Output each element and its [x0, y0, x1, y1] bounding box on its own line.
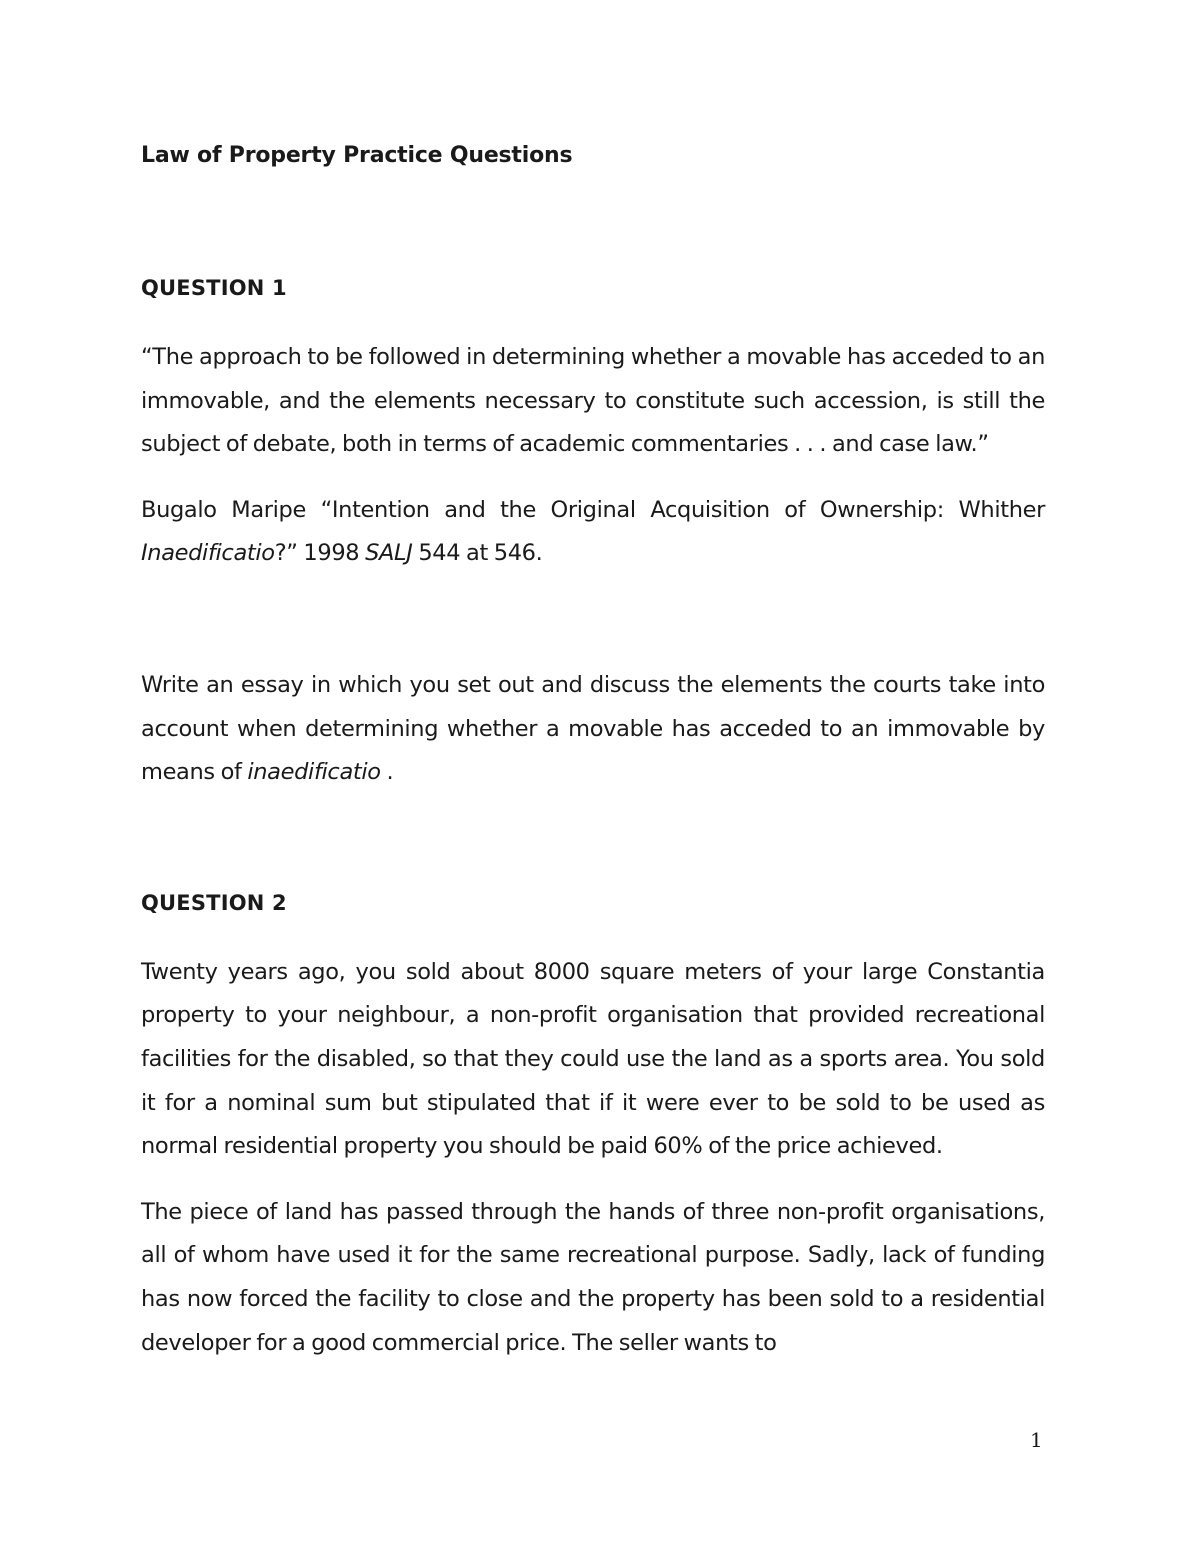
question-1-heading: QUESTION 1 [141, 276, 287, 300]
question-1-quote: “The approach to be followed in determining whether a movable has acceded to an immovable, and the elements necessary to constitute such accession, is still the subject of debate, both in terms of academic commentaries . . . and case law.” [141, 344, 1045, 458]
task-text: . [380, 759, 394, 786]
question-2-heading: QUESTION 2 [141, 890, 287, 915]
question-2-paragraph-2: The piece of land has passed through the hands of three non-profit organisations, all of whom have used it for the same recreational purpose. Sadly, lack of funding has now forced the facility to close and the property has been sold to a residential developer for a good commercial price. The seller wants to [141, 1198, 1045, 1356]
document-title: Law of Property Practice Questions [141, 143, 573, 168]
citation-text: 544 at 546. [412, 540, 543, 567]
question-2-paragraph-1: Twenty years ago, you sold about 8000 square meters of your large Constantia property to your neighbour, a non-profit organisation that provided recreational facilities for the disabled, so that they could use the land as a sports area. You sold it for a nominal sum but stipulated that if it were ever to be sold to be used as normal residential property you should be paid 60% of the price achieved. [141, 958, 1045, 1160]
page-number: 1 [1030, 1428, 1043, 1452]
question-1-citation [141, 489, 1045, 576]
task-text: Write an essay in which you set out and discuss the elements the courts take into account when determining whether a movable has acceded to an immovable by means of [141, 671, 1045, 786]
citation-text: ?” 1998 [274, 540, 366, 567]
question-1-task [141, 664, 1045, 795]
citation-italic-term: Inaedificatio [141, 540, 275, 567]
page-content [141, 138, 1045, 1365]
citation-journal: SALJ [365, 540, 413, 567]
task-italic-term: inaedificatio [247, 759, 381, 786]
citation-text: Bugalo Maripe “Intention and the Original Acquisition of Ownership: Whither [141, 496, 1045, 523]
